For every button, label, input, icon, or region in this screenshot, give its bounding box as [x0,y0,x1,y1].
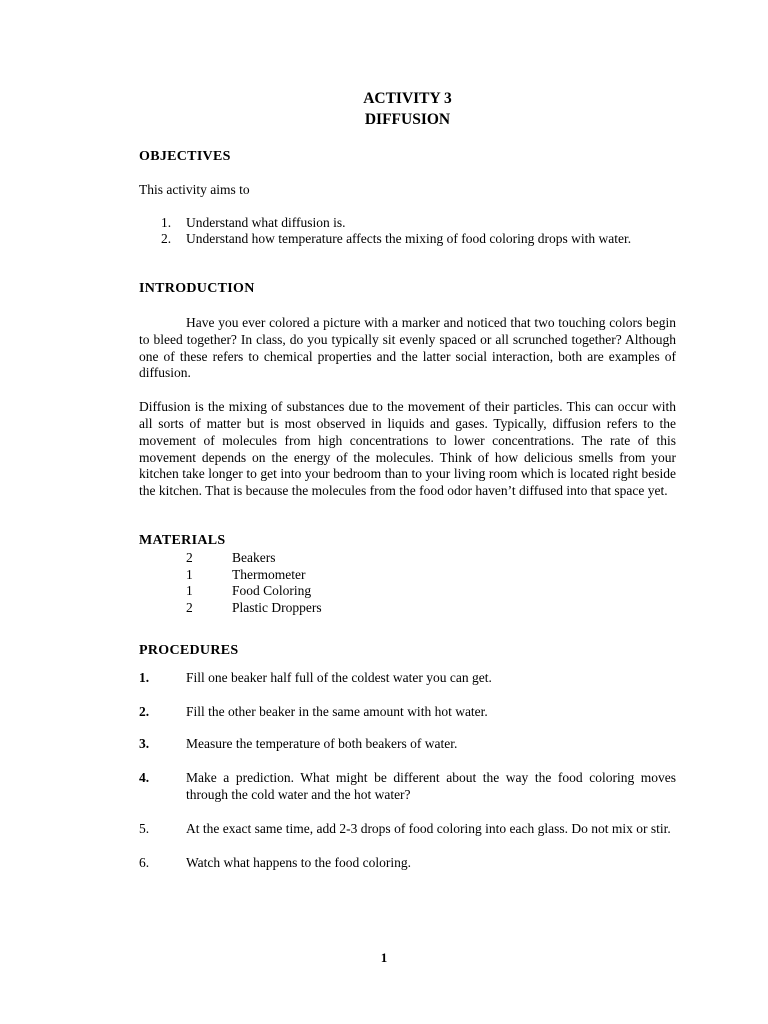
procedures-heading: PROCEDURES [139,642,239,658]
activity-title: ACTIVITY 3 [363,90,452,107]
step-number: 3. [139,736,150,752]
procedure-step [139,821,676,838]
material-name: Beakers [232,549,276,565]
activity-subtitle: DIFFUSION [364,111,451,128]
introduction-heading: INTRODUCTION [139,281,255,297]
procedure-step [139,770,676,804]
list-item [139,550,676,567]
material-name: Thermometer [232,566,306,582]
step-number: 4. [139,770,150,786]
step-number: 6. [139,854,150,870]
list-item [139,583,676,600]
list-item-text: Understand what diffusion is. [186,214,346,230]
materials-list [139,550,676,617]
step-number: 1. [139,669,150,685]
step-text: Make a prediction. What might be different about the way the food coloring moves through the cold water and the hot water? [186,770,676,802]
step-text: Measure the temperature of both beakers of water. [186,736,458,752]
material-quantity: 1 [186,583,193,599]
material-quantity: 2 [186,549,193,565]
material-quantity: 1 [186,566,193,582]
procedures-list [139,660,676,872]
step-text: Watch what happens to the food coloring. [186,854,411,870]
list-item-number: 1. [161,214,172,230]
procedure-step [139,704,676,721]
material-name: Food Coloring [232,583,312,599]
objectives-list [139,215,676,249]
document-page [139,88,676,871]
list-item-text: Understand how temperature affects the mixing of food coloring drops with water. [186,231,632,247]
step-text: Fill the other beaker in the same amount with hot water. [186,703,488,719]
list-item-number: 2. [161,231,172,247]
introduction-paragraph-1: Have you ever colored a picture with a marker and noticed that two touching colors begin to bleed together? In class, do you typically sit evenly spaced or all scrunched together? Although one of these refers to chemical properties and the latter social interaction, both are examples of diffusion. [139,314,676,381]
step-number: 5. [139,820,150,836]
step-text: Fill one beaker half full of the coldest water you can get. [186,669,492,685]
title-block [139,88,676,130]
introduction-paragraph-2: Diffusion is the mixing of substances due to the movement of their particles. This can occur with all sorts of matter but is most observed in liquids and gases. Typically, diffusion refers to the movement of molecules from high concentrations to lower concentrations. The rate of this movement depends on the energy of the molecules. Think of how delicious smells from your kitchen take longer to get into your bedroom than to your living room which is located right beside the kitchen. That is because the molecules from the food odor haven’t diffused into that space yet. [139,399,676,499]
material-quantity: 2 [186,600,193,616]
procedure-step [139,670,676,687]
list-item [139,567,676,584]
objectives-intro: This activity aims to [139,181,250,197]
step-text: At the exact same time, add 2-3 drops of food coloring into each glass. Do not mix or stir. [186,820,671,836]
materials-heading: MATERIALS [139,532,226,548]
procedure-step [139,736,676,753]
list-item [139,600,676,617]
objectives-heading: OBJECTIVES [139,149,231,164]
list-item [139,215,676,232]
list-item [139,231,676,248]
page-number: 1 [380,950,388,965]
procedure-step [139,855,676,872]
material-name: Plastic Droppers [232,600,322,616]
step-number: 2. [139,703,150,719]
